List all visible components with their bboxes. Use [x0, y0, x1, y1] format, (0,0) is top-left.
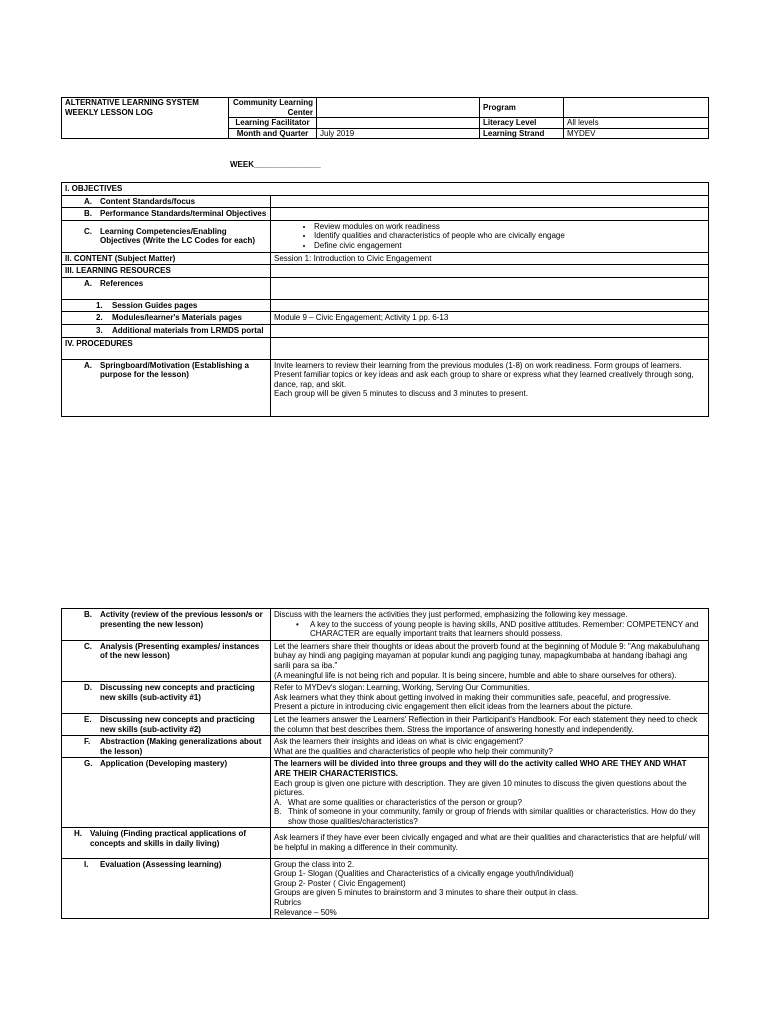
performance-standards-value[interactable]: [271, 208, 709, 221]
references-num: A.: [84, 278, 92, 288]
procedures-heading: IV. PROCEDURES: [62, 337, 271, 359]
springboard-paragraph: Each group will be given 5 minutes to discuss and 3 minutes to present.: [274, 389, 528, 399]
header-table: [61, 97, 709, 139]
evaluation-line: Group 2- Poster ( Civic Engagement): [274, 878, 406, 888]
abstraction-text: Abstraction (Making generalizations about the lesson): [100, 737, 262, 756]
competency-bullet: • Review modules on work readiness: [314, 222, 705, 232]
competency-bullet: • Define civic engagement: [314, 241, 705, 251]
literacy-label: Literacy Level: [480, 118, 564, 129]
content-standards-num: A.: [84, 196, 92, 206]
program-value[interactable]: [564, 98, 709, 118]
application-label: [62, 758, 271, 828]
session-guides-text: Session Guides pages: [112, 300, 198, 310]
evaluation-text: Evaluation (Assessing learning): [100, 859, 222, 869]
sub-activity-2-num: E.: [84, 714, 92, 724]
additional-materials-value[interactable]: [271, 324, 709, 337]
evaluation-line: Group 1- Slogan (Qualities and Characteristics of a civically engage youth/individual): [274, 869, 574, 879]
activity-text: Activity (review of the previous lesson/s or presenting the new lesson): [100, 610, 263, 629]
abstraction-paragraph: What are the qualities and characteristics of people who help their community?: [274, 746, 553, 756]
valuing-label: [62, 828, 271, 858]
springboard-num: A.: [84, 360, 92, 370]
analysis-text: Analysis (Presenting examples/ instances of the new lesson): [100, 641, 260, 661]
evaluation-line: Group the class into 2.: [274, 859, 355, 869]
content-value[interactable]: Session 1: Introduction to Civic Engagement: [271, 252, 709, 265]
learning-competencies-value[interactable]: [271, 220, 709, 252]
content-heading: II. CONTENT (Subject Matter): [62, 252, 271, 265]
activity-bullet: • A key to the success of young people is having skills, AND positive attitudes. Remember: COMPETENCY and CHARACTER are equally important traits that learners should possess.: [274, 620, 705, 639]
week-label: WEEK_______________: [230, 160, 321, 169]
content-standards-label: [62, 195, 271, 208]
content-standards-value[interactable]: [271, 195, 709, 208]
application-num: G.: [84, 759, 93, 769]
application-item-a-num: A.: [274, 797, 282, 807]
procedures-table: [61, 608, 709, 919]
references-value[interactable]: [271, 277, 709, 299]
modules-text: Modules/learner's Materials pages: [112, 313, 242, 323]
springboard-label: [62, 359, 271, 416]
month-label: Month and Quarter: [229, 128, 317, 139]
objectives-table: [61, 182, 709, 417]
clc-label: Community Learning Center: [229, 98, 317, 118]
learning-competencies-num: C.: [84, 226, 92, 236]
application-item-a: [274, 798, 705, 808]
strand-label: Learning Strand: [480, 128, 564, 139]
abstraction-num: F.: [84, 737, 91, 747]
modules-value[interactable]: Module 9 – Civic Engagement; Activity 1 pp. 6-13: [271, 312, 709, 325]
analysis-paragraph: (A meaningful life is not being rich and popular. It is being sincere, humble and able to share ourselves for others).: [274, 670, 677, 680]
facilitator-value[interactable]: [317, 118, 480, 129]
modules-label: [62, 312, 271, 325]
sub-activity-2-value[interactable]: Let the learners answer the Learners' Reflection in their Participant's Handbook. For each statement they need to check the column that best describes them. Stress the importance of answering honestly and independently.: [271, 713, 709, 735]
references-text: References: [100, 278, 144, 288]
literacy-value[interactable]: All levels: [564, 118, 709, 129]
clc-value[interactable]: [317, 98, 480, 118]
evaluation-num: I.: [84, 859, 89, 869]
session-guides-value[interactable]: [271, 299, 709, 312]
additional-materials-label: [62, 324, 271, 337]
session-guides-num: 1.: [96, 300, 103, 310]
evaluation-label: [62, 858, 271, 919]
program-label: Program: [480, 98, 564, 118]
application-paragraph: The learners will be divided into three groups and they will do the activity called WHO ARE THEY AND WHAT ARE THEIR CHARACTERISTICS.: [274, 759, 687, 778]
activity-bullet-text: A key to the success of young people is having skills, AND positive attitudes. Remember: COMPETENCY and CHARACTER are equally important traits that learners should possess.: [310, 619, 699, 639]
performance-standards-label: [62, 208, 271, 221]
facilitator-label: Learning Facilitator: [229, 118, 317, 129]
learning-competencies-label: [62, 220, 271, 252]
analysis-paragraph: Let the learners share their thoughts or ideas about the proverb found at the beginning of Module 9: "Ang makabuluhang buhay ay hindi ang pagiging mayaman at popular kundi ang pagiging tunay, mapagkumbaba at handang ibahagi ang sarili para sa iba.": [274, 641, 700, 670]
learning-competencies-text: Learning Competencies/Enabling Objectives (Write the LC Codes for each): [100, 226, 255, 246]
additional-materials-num: 3.: [96, 325, 103, 335]
strand-value[interactable]: MYDEV: [564, 128, 709, 139]
month-value[interactable]: July 2019: [317, 128, 480, 139]
abstraction-paragraph: Ask the learners their insights and ideas on what is civic engagement?: [274, 737, 524, 747]
activity-label: [62, 609, 271, 641]
references-label: [62, 277, 271, 299]
modules-num: 2.: [96, 313, 103, 323]
als-title-line2: WEEKLY LESSON LOG: [65, 107, 154, 117]
analysis-num: C.: [84, 641, 92, 651]
activity-value[interactable]: [271, 609, 709, 641]
procedures-heading-value[interactable]: [271, 337, 709, 359]
evaluation-value[interactable]: [271, 858, 709, 919]
springboard-value[interactable]: [271, 359, 709, 416]
resources-value[interactable]: [271, 265, 709, 278]
evaluation-line: Groups are given 5 minutes to brainstorm and 3 minutes to share their output in class.: [274, 888, 579, 898]
content-standards-text: Content Standards/focus: [100, 196, 196, 206]
resources-heading: III. LEARNING RESOURCES: [62, 265, 271, 278]
sub-activity-1-text: Discussing new concepts and practicing new skills (sub-activity #1): [100, 683, 255, 702]
sub-activity-1-label: [62, 682, 271, 714]
additional-materials-text: Additional materials from LRMDS portal: [112, 325, 264, 335]
performance-standards-text: Performance Standards/terminal Objectives: [100, 209, 267, 219]
valuing-value[interactable]: Ask learners if they have ever been civically engaged and what are their qualities and characteristics that are helpful/ will be helpful in making a difference in their community.: [271, 828, 709, 858]
sub-activity-1-paragraph: Ask learners what they think about getting involved in making their communities safe, peaceful, and progressive.: [274, 692, 672, 702]
application-item-a-text: What are some qualities or characteristics of the person or group?: [288, 797, 522, 807]
sub-activity-1-value[interactable]: [271, 682, 709, 714]
sub-activity-1-paragraph: Present a picture in introducing civic engagement then elicit ideas from the learners about the picture.: [274, 702, 633, 712]
application-item-b-num: B.: [274, 807, 282, 817]
evaluation-line: Rubrics: [274, 898, 302, 908]
abstraction-label: [62, 736, 271, 758]
activity-paragraph: Discuss with the learners the activities they just performed, emphasizing the following key message.: [274, 610, 628, 619]
als-title: [62, 98, 229, 139]
evaluation-line: Relevance – 50%: [274, 907, 337, 917]
application-item-b: [274, 807, 705, 826]
application-item-b-text: Think of someone in your community, family or group of friends with similar qualities or characteristics. How do they show those qualities/characteristics?: [288, 807, 696, 826]
application-text: Application (Developing mastery): [100, 759, 228, 769]
activity-num: B.: [84, 610, 92, 619]
application-paragraph: Each group is given one picture with description. They are given 10 minutes to discuss the given questions about the pictures.: [274, 778, 687, 798]
springboard-paragraph: Invite learners to review their learning from the previous modules (1-8) on work readiness. Form groups of learners. Present familiar topics or key ideas and ask each group to share or express what they learned creatively through song, dance, rap, and skit.: [274, 360, 694, 389]
valuing-text: Valuing (Finding practical applications of concepts and skills in daily living): [90, 829, 247, 849]
springboard-text: Springboard/Motivation (Establishing a purpose for the lesson): [100, 360, 249, 380]
objectives-heading: I. OBJECTIVES: [62, 183, 709, 196]
session-guides-label: [62, 299, 271, 312]
analysis-label: [62, 640, 271, 681]
performance-standards-num: B.: [84, 209, 92, 219]
sub-activity-1-paragraph: Refer to MYDev's slogan: Learning, Working, Serving Our Communities.: [274, 683, 530, 693]
sub-activity-1-num: D.: [84, 683, 92, 693]
competency-bullet: • Identify qualities and characteristics of people who are civically engage: [314, 231, 705, 241]
valuing-num: H.: [74, 829, 82, 839]
abstraction-value[interactable]: [271, 736, 709, 758]
als-title-line1: ALTERNATIVE LEARNING SYSTEM: [65, 98, 199, 107]
application-value[interactable]: [271, 758, 709, 828]
analysis-value[interactable]: [271, 640, 709, 681]
sub-activity-2-label: [62, 713, 271, 735]
sub-activity-2-text: Discussing new concepts and practicing new skills (sub-activity #2): [100, 714, 255, 734]
